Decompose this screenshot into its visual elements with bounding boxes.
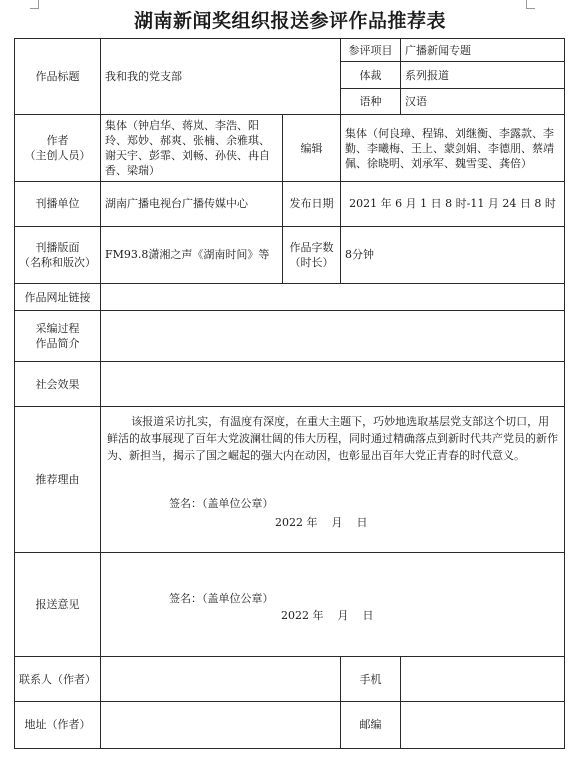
language-value: 汉语 xyxy=(401,88,565,115)
length-value: 8分钟 xyxy=(341,226,565,283)
publisher-label: 刊播单位 xyxy=(15,181,101,226)
pub-date-label: 发布日期 xyxy=(283,181,341,226)
author-label: 作者 （主创人员） xyxy=(15,115,101,181)
recommendation-form xyxy=(14,38,565,749)
publisher-value: 湖南广播电视台广播传媒中心 xyxy=(101,181,283,226)
reason-text: 该报道采访扎实，有温度有深度，在重大主题下，巧妙地选取基层党支部这个切口，用鲜活的故事展现了百年大党波澜壮阔的伟大历程，同时通过精确落点到新时代共产党员的新作为、新担当，揭示了国之崛起的强大内在动因，也彰显出百年大党正青春的时代意义。 xyxy=(107,415,558,463)
opinion-label: 报送意见 xyxy=(15,553,101,657)
contact-label: 联系人（作者） xyxy=(15,657,101,702)
reason-cell xyxy=(101,407,565,553)
effect-value xyxy=(101,362,565,407)
postcode-value xyxy=(401,701,565,748)
contact-value xyxy=(101,657,341,702)
opinion-signature: 签名：（盖单位公章） xyxy=(169,592,274,606)
layout-label: 刊播版面 （名称和版次） xyxy=(15,226,101,283)
form-title: 湖南新闻奖组织报送参评作品推荐表 xyxy=(133,10,446,32)
reason-date: 2022 年 月 日 xyxy=(275,516,368,530)
process-label: 采编过程 作品简介 xyxy=(15,311,101,362)
postcode-label: 邮编 xyxy=(341,701,401,748)
url-value xyxy=(101,283,565,311)
opinion-date: 2022 年 月 日 xyxy=(281,609,374,623)
genre-label: 体裁 xyxy=(341,62,401,89)
language-label: 语种 xyxy=(341,88,401,115)
phone-value xyxy=(401,657,565,702)
category-value: 广播新闻专题 xyxy=(401,39,565,62)
effect-label: 社会效果 xyxy=(15,362,101,407)
author-value: 集体（钟启华、蒋岚、李浩、阳玲、郑妙、郝爽、张楠、余雅琪、谢天宇、彭霏、刘畅、孙侠、冉自香、梁瑞） xyxy=(101,115,283,181)
editor-value: 集体（何良璋、程锦、刘继衡、李露款、李勤、李曦梅、王上、蒙剑娟、李德朋、蔡靖佩、徐晓明、刘承军、魏雪雯、龚倍） xyxy=(341,115,565,181)
layout-value: FM93.8潇湘之声《湖南时间》等 xyxy=(101,226,283,283)
reason-label: 推荐理由 xyxy=(15,407,101,553)
address-label: 地址（作者） xyxy=(15,701,101,748)
editor-label: 编辑 xyxy=(283,115,341,181)
work-title-value: 我和我的党支部 xyxy=(101,39,341,115)
opinion-cell xyxy=(101,553,565,657)
genre-value: 系列报道 xyxy=(401,62,565,89)
reason-signature: 签名：（盖单位公章） xyxy=(169,497,274,511)
address-value xyxy=(101,701,341,748)
pub-date-value: 2021 年 6 月 1 日 8 时-11 月 24 日 8 时 xyxy=(341,181,565,226)
work-title-label: 作品标题 xyxy=(15,39,101,115)
process-value xyxy=(101,311,565,362)
length-label: 作品字数 （时长） xyxy=(283,226,341,283)
url-label: 作品网址链接 xyxy=(15,283,101,311)
phone-label: 手机 xyxy=(341,657,401,702)
category-label: 参评项目 xyxy=(341,39,401,62)
